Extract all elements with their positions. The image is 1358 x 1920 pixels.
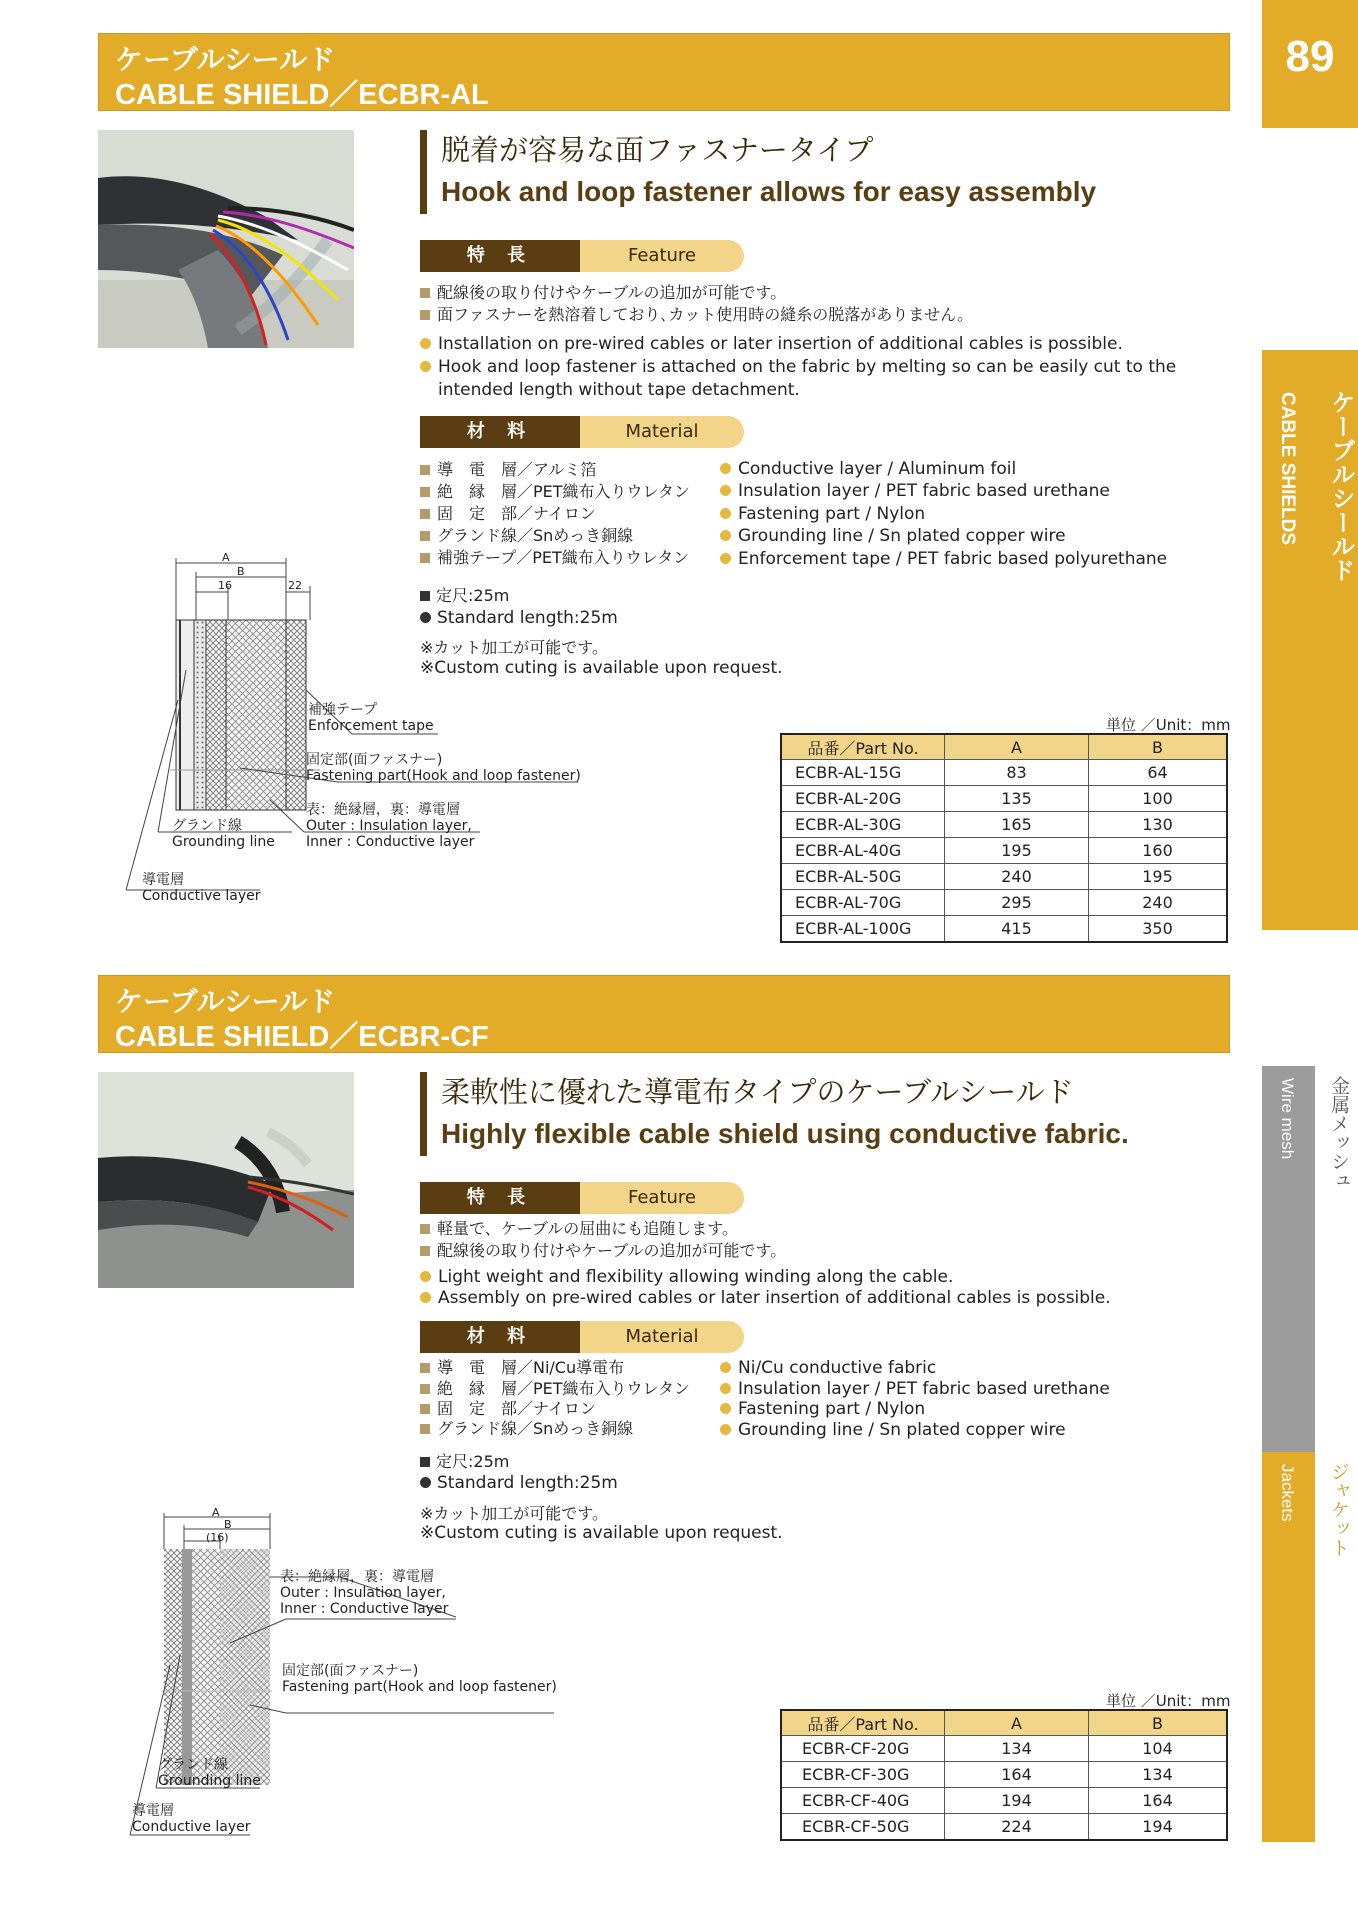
label-ground-jp: グランド線 xyxy=(158,1757,228,1773)
label-tape-en: Enforcement tape xyxy=(308,718,434,734)
unit-label-cf: 単位 ／Unit：mm xyxy=(1106,1692,1231,1710)
feature-label-jp: 特 長 xyxy=(420,240,580,272)
feature-label-al xyxy=(420,240,744,272)
material-jp-1: 導 電 層／Ni/Cu導電布 xyxy=(420,1357,624,1379)
headline-en: Hook and loop fastener allows for easy assembly xyxy=(441,176,1097,207)
std-length-en: Standard length:25m xyxy=(420,1472,618,1495)
custom-jp: ※カット加工が可能です。 xyxy=(420,638,608,657)
material-jp-3: 固 定 部／ナイロン xyxy=(420,1398,596,1420)
side-tab-wire-jp: 金属メッシュ xyxy=(1328,1076,1350,1190)
label-fasten-jp: 固定部(面ファスナー) xyxy=(306,752,443,768)
label-outer-en1: Outer : Insulation layer, xyxy=(280,1585,446,1601)
feature-jp-1: 配線後の取り付けやケーブルの追加が可能です。 xyxy=(420,282,786,304)
material-jp-4: グランド線／Snめっき銅線 xyxy=(420,525,633,547)
section-title-jp: ケーブルシールド xyxy=(115,43,336,76)
feature-en-2: Hook and loop fastener is attached on the fabric by melting so can be easily cut to the xyxy=(420,356,1176,379)
table-row: ECBR-AL-50G 240 195 xyxy=(781,864,1227,890)
side-tab-cable-en: CABLE SHIELDS xyxy=(1277,392,1298,546)
product-photo-cf xyxy=(98,1072,354,1288)
custom-jp: ※カット加工が可能です。 xyxy=(420,1504,608,1523)
cross-section-diagram-al xyxy=(120,550,600,910)
feature-en-2: Assembly on pre-wired cables or later insertion of additional cables is possible. xyxy=(420,1287,1111,1310)
material-jp-3: 固 定 部／ナイロン xyxy=(420,503,596,525)
headline-cf xyxy=(420,1072,1129,1156)
feature-jp-2: 配線後の取り付けやケーブルの追加が可能です。 xyxy=(420,1240,786,1262)
material-jp-2: 絶 縁 層／PET織布入りウレタン xyxy=(420,481,690,503)
material-label-jp: 材 料 xyxy=(420,1321,580,1353)
feature-en-1: Light weight and flexibility allowing winding along the cable. xyxy=(420,1266,953,1289)
table-header-row xyxy=(781,734,1227,760)
section-title-en: CABLE SHIELD／ECBR-CF xyxy=(115,1021,489,1053)
material-jp-5: 補強テープ／PET織布入りウレタン xyxy=(420,547,689,569)
col-part-no: 品番／Part No. xyxy=(781,734,945,760)
material-en-5: Enforcement tape / PET fabric based polyurethane xyxy=(720,548,1167,571)
label-fasten-jp: 固定部(面ファスナー) xyxy=(282,1663,419,1679)
label-outer-en2: Inner : Conductive layer xyxy=(306,834,475,850)
table-row: ECBR-AL-20G 135 100 xyxy=(781,786,1227,812)
label-cond-jp: 導電層 xyxy=(142,872,184,888)
feature-jp-2: 面ファスナーを熱溶着しており､カット使用時の縫糸の脱落がありません。 xyxy=(420,304,973,326)
material-en-4: Grounding line / Sn plated copper wire xyxy=(720,1419,1066,1442)
material-en-1: Ni/Cu conductive fabric xyxy=(720,1357,936,1380)
material-label-al xyxy=(420,416,744,448)
table-row: ECBR-CF-30G 164 134 xyxy=(781,1762,1227,1788)
table-row: ECBR-CF-40G 194 164 xyxy=(781,1788,1227,1814)
material-jp-2: 絶 縁 層／PET織布入りウレタン xyxy=(420,1378,690,1400)
headline-jp: 脱着が容易な面ファスナータイプ xyxy=(441,133,874,167)
dim-16: 16 xyxy=(218,579,232,592)
label-fasten-en: Fastening part(Hook and loop fastener) xyxy=(306,768,581,784)
label-outer-en2: Inner : Conductive layer xyxy=(280,1601,449,1617)
side-tab-cable-shields[interactable] xyxy=(1262,350,1358,930)
col-b: B xyxy=(1089,1710,1228,1736)
dim-b: B xyxy=(224,1518,232,1531)
std-length-en: Standard length:25m xyxy=(420,607,618,630)
table-row: ECBR-AL-40G 195 160 xyxy=(781,838,1227,864)
table-row: ECBR-AL-30G 165 130 xyxy=(781,812,1227,838)
label-cond-en: Conductive layer xyxy=(132,1819,251,1835)
table-header-row xyxy=(781,1710,1227,1736)
col-a: A xyxy=(945,734,1089,760)
section-title-en: CABLE SHIELD／ECBR-AL xyxy=(115,79,489,111)
label-ground-en: Grounding line xyxy=(172,834,275,850)
material-label-cf xyxy=(420,1321,744,1353)
section-title-jp: ケーブルシールド xyxy=(115,985,336,1018)
material-en-2: Insulation layer / PET fabric based urethane xyxy=(720,480,1110,503)
headline-en: Highly flexible cable shield using conductive fabric. xyxy=(441,1118,1129,1149)
std-length-jp: 定尺:25m xyxy=(420,585,509,607)
label-ground-en: Grounding line xyxy=(158,1773,261,1789)
std-length-jp: 定尺:25m xyxy=(420,1451,509,1473)
unit-label-al: 単位 ／Unit：mm xyxy=(1106,716,1231,734)
dim-a: A xyxy=(222,551,230,564)
spec-table-al xyxy=(780,733,1228,943)
side-tab-jackets[interactable] xyxy=(1262,1452,1358,1842)
label-tape-jp: 補強テープ xyxy=(308,702,378,718)
custom-en: ※Custom cuting is available upon request. xyxy=(420,658,783,678)
material-label-jp: 材 料 xyxy=(420,416,580,448)
side-tab-jackets-en: Jackets xyxy=(1278,1464,1297,1522)
material-en-2: Insulation layer / PET fabric based urethane xyxy=(720,1378,1110,1401)
dim-a: A xyxy=(212,1506,220,1519)
spec-table-cf xyxy=(780,1709,1228,1841)
material-en-4: Grounding line / Sn plated copper wire xyxy=(720,525,1066,548)
side-tab-wire-en: Wire mesh xyxy=(1278,1078,1297,1160)
dim-22: 22 xyxy=(288,579,302,592)
custom-en: ※Custom cuting is available upon request. xyxy=(420,1523,783,1543)
feature-label-en: Feature xyxy=(580,1182,744,1214)
feature-label-jp: 特 長 xyxy=(420,1182,580,1214)
material-en-3: Fastening part / Nylon xyxy=(720,1398,925,1421)
table-row: ECBR-AL-100G 415 350 xyxy=(781,916,1227,943)
side-tab-jackets-jp: ジャケット xyxy=(1328,1462,1350,1557)
table-row: ECBR-CF-20G 134 104 xyxy=(781,1736,1227,1762)
feature-jp-1: 軽量で、ケーブルの屈曲にも追随します。 xyxy=(420,1218,738,1240)
material-label-en: Material xyxy=(580,1321,744,1353)
dim-b: B xyxy=(237,565,245,578)
feature-label-cf xyxy=(420,1182,744,1214)
page-number-tab xyxy=(1262,0,1358,128)
section-header-al xyxy=(98,33,1230,111)
cross-section-diagram-cf xyxy=(120,1505,580,1845)
col-part-no: 品番／Part No. xyxy=(781,1710,945,1736)
product-photo-al xyxy=(98,130,354,348)
label-ground-jp: グランド線 xyxy=(172,818,242,834)
material-jp-1: 導 電 層／アルミ箔 xyxy=(420,459,596,481)
feature-en-1: Installation on pre-wired cables or later insertion of additional cables is possible. xyxy=(420,333,1123,356)
headline-al xyxy=(420,130,1096,214)
label-outer-en1: Outer : Insulation layer, xyxy=(306,818,472,834)
side-tab-cable-jp: ケーブルシールド xyxy=(1327,390,1355,582)
table-row: ECBR-CF-50G 224 194 xyxy=(781,1814,1227,1841)
table-row: ECBR-AL-70G 295 240 xyxy=(781,890,1227,916)
section-header-cf xyxy=(98,975,1230,1053)
material-label-en: Material xyxy=(580,416,744,448)
label-outer-jp: 表：絶縁層，裏：導電層 xyxy=(306,802,460,818)
col-a: A xyxy=(945,1710,1089,1736)
material-en-3: Fastening part / Nylon xyxy=(720,503,925,526)
label-cond-jp: 導電層 xyxy=(132,1803,174,1819)
feature-en-3: intended length without tape detachment. xyxy=(438,380,800,400)
headline-jp: 柔軟性に優れた導電布タイプのケーブルシールド xyxy=(441,1075,1074,1109)
label-fasten-en: Fastening part(Hook and loop fastener) xyxy=(282,1679,557,1695)
label-outer-jp: 表：絶縁層，裏：導電層 xyxy=(280,1569,434,1585)
label-cond-en: Conductive layer xyxy=(142,888,261,904)
table-row: ECBR-AL-15G 83 64 xyxy=(781,760,1227,786)
side-tab-wire-mesh[interactable] xyxy=(1262,1066,1358,1452)
dim-16: (16) xyxy=(206,1531,229,1544)
feature-label-en: Feature xyxy=(580,240,744,272)
material-jp-4: グランド線／Snめっき銅線 xyxy=(420,1418,633,1440)
material-en-1: Conductive layer / Aluminum foil xyxy=(720,458,1016,481)
page-number: 89 xyxy=(1285,32,1335,81)
col-b: B xyxy=(1089,734,1228,760)
